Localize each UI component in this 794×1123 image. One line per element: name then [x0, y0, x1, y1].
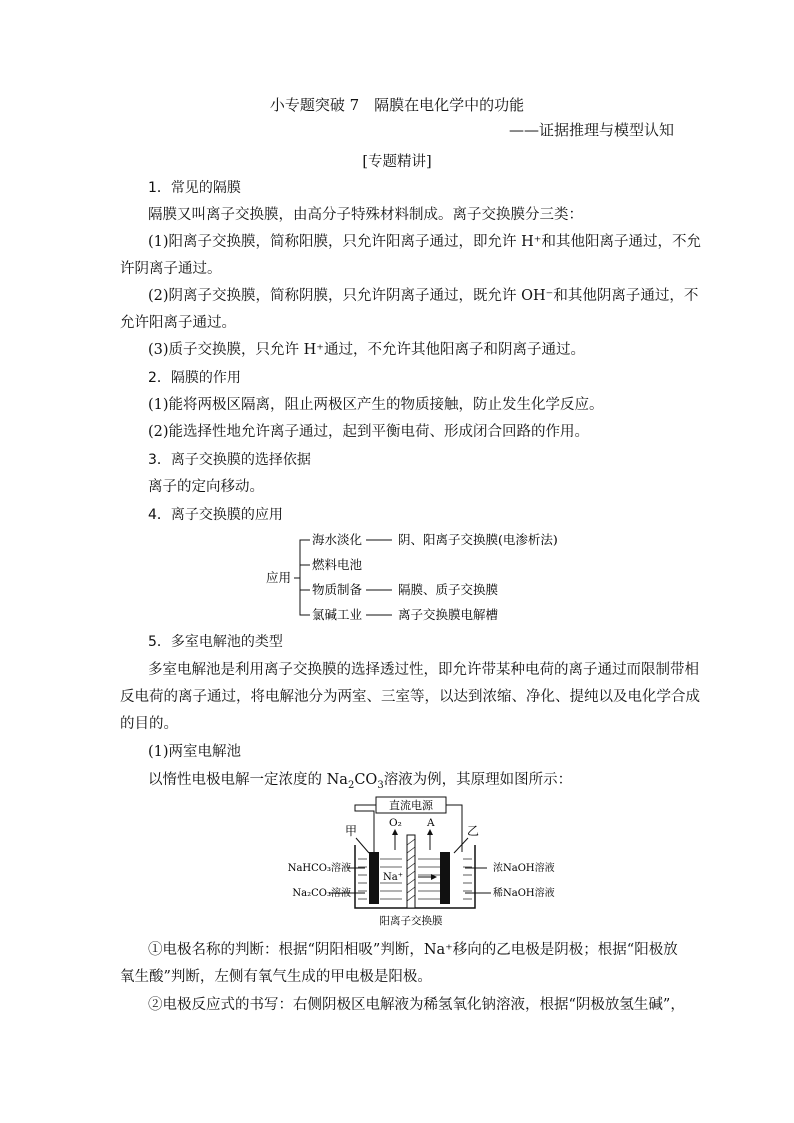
section-label: [专题精讲]: [362, 154, 432, 170]
s1-p2-line1: (2)阴离子交换膜，简称阴膜，只允许阴离子通过，既允许 OH⁻和其他阴离子通过，不: [148, 288, 699, 304]
ion-exchange-membrane: [407, 835, 415, 908]
tree-root: 应用: [266, 570, 292, 585]
s1-p3: (3)质子交换膜，只允许 H⁺通过，不允许其他阳离子和阴离子通过。: [148, 342, 585, 358]
out-left-top-label: NaHCO₃溶液: [287, 863, 351, 874]
s3-heading: 3．离子交换膜的选择依据: [148, 452, 311, 468]
s1-p1-line1: (1)阳离子交换膜，简称阳膜，只允许阳离子通过，即允许 H⁺和其他阳离子通过，不允: [148, 234, 701, 250]
s1-heading: 1．常见的隔膜: [148, 180, 241, 196]
s5-note1-line2: 氧生酸”判断，左侧有氧气生成的甲电极是阳极。: [120, 969, 432, 985]
s5-note1-line1: ①电极名称的判断：根据“阴阳相吸”判断，Na⁺移向的乙电极是阴极；根据“阳极放: [148, 942, 678, 958]
out-right-top-label: 浓NaOH溶液: [493, 863, 555, 874]
tree-item-detail: 隔膜、质子交换膜: [398, 582, 499, 597]
tree-item-label: 氯碱工业: [312, 607, 363, 622]
subscript: 2: [347, 779, 355, 791]
tree-item-label: 物质制备: [312, 582, 363, 597]
example-text: 以惰性电极电解一定浓度的 Na: [148, 772, 348, 788]
s5-p1-line1: 多室电解池是利用离子交换膜的选择透过性，即允许带某种电荷的离子通过而限制带相: [148, 662, 699, 678]
gas-left-label: O₂: [389, 817, 402, 829]
s2-heading: 2．隔膜的作用: [148, 370, 241, 386]
gas-right-label: A: [427, 817, 435, 829]
right-label-leader: [454, 838, 468, 853]
tree-item-detail: 离子交换膜电解槽: [398, 607, 499, 622]
page-title: 小专题突破 7 隔膜在电化学中的功能: [269, 96, 525, 114]
right-electrode: [440, 852, 450, 904]
tree-item-label: 海水淡化: [312, 532, 363, 547]
page-subtitle: ——证据推理与模型认知: [508, 121, 674, 139]
s2-p2: (2)能选择性地允许离子通过，起到平衡电荷、形成闭合回路的作用。: [148, 424, 590, 440]
subscript: 3: [377, 779, 384, 791]
wire-right: [446, 805, 462, 852]
s5-sub1: (1)两室电解池: [148, 744, 242, 760]
s3-p1: 离子的定向移动。: [148, 479, 264, 495]
s1-p2-line2: 允许阳离子通过。: [120, 315, 236, 331]
in-left-bottom-label: Na₂CO₃溶液: [292, 888, 351, 899]
left-electrode-label: 甲: [345, 824, 358, 838]
membrane-label: 阳离子交换膜: [379, 915, 443, 927]
tree-item-detail: 阴、阳离子交换膜(电渗析法): [398, 532, 558, 547]
s4-heading: 4．离子交换膜的应用: [148, 507, 283, 523]
example-text: 溶液为例，其原理如图所示：: [383, 772, 573, 788]
tree-bracket: [300, 540, 310, 615]
wire-left: [355, 805, 376, 852]
s1-p1-line2: 许阴离子通过。: [120, 261, 222, 277]
electrolysis-diagram: [255, 795, 565, 930]
tree-item-label: 燃料电池: [312, 557, 363, 572]
s5-p1-line2: 反电荷的离子通过，将电解池分为两室、三室等，以达到浓缩、净化、提纯以及电化学合成: [120, 689, 700, 705]
gas-left-arrowhead: [392, 829, 398, 835]
left-label-leader: [356, 838, 369, 853]
in-right-bottom-label: 稀NaOH溶液: [493, 888, 555, 899]
s5-example: [148, 770, 572, 796]
power-supply-label: 直流电源: [389, 799, 433, 812]
ion-label: Na⁺: [383, 872, 403, 883]
application-tree-diagram: [260, 528, 580, 628]
s5-note2: ②电极反应式的书写：右侧阴极区电解液为稀氢氧化钠溶液，根据“阴极放氢生碱”，: [148, 997, 685, 1013]
s1-intro: 隔膜又叫离子交换膜，由高分子特殊材料制成。离子交换膜分三类：: [148, 207, 583, 223]
example-text: CO: [354, 772, 378, 788]
s2-p1: (1)能将两极区隔离，阻止两极区产生的物质接触，防止发生化学反应。: [148, 397, 604, 413]
s5-heading: 5．多室电解池的类型: [148, 634, 283, 650]
s5-p1-line3: 的目的。: [120, 716, 178, 732]
gas-right-arrowhead: [427, 829, 433, 835]
left-electrode: [369, 852, 379, 904]
right-electrode-label: 乙: [467, 824, 480, 838]
